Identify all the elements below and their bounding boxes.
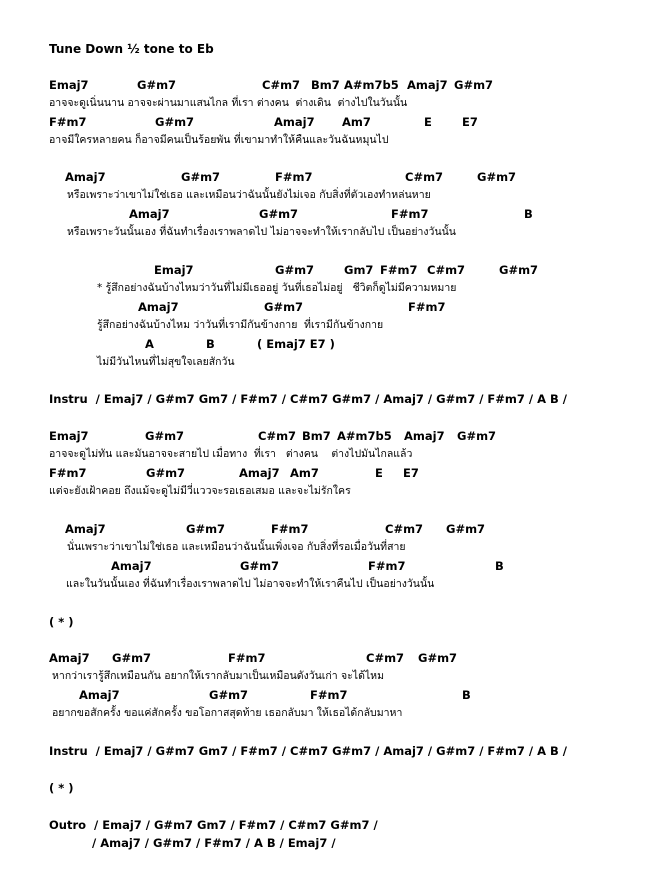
chord: F#m7	[310, 688, 348, 702]
chord: Amaj7	[111, 559, 152, 573]
chord: F#m7	[271, 522, 309, 536]
chord: E	[424, 115, 432, 129]
outro-line: / Amaj7 / G#m7 / F#m7 / A B / Emaj7 /	[92, 836, 336, 850]
chord: Am7	[342, 115, 371, 129]
chord: Amaj7	[274, 115, 315, 129]
chord: Am7	[290, 466, 319, 480]
chord: G#m7	[454, 78, 494, 92]
chord: Amaj7	[79, 688, 120, 702]
lyric-line: อาจมีใครหลายคน ก็อาจมีคนเป็นร้อยพัน ที่เขามาทำให้คืนและวันฉันหมุนไป	[49, 134, 389, 146]
chord: G#m7	[477, 170, 517, 184]
outro-line: Outro / Emaj7 / G#m7 Gm7 / F#m7 / C#m7 G#m7 /	[49, 818, 378, 832]
repeat-mark: ( * )	[49, 615, 74, 629]
lyric-line: หากว่าเรารู้สึกเหมือนกัน อยากให้เรากลับมาเป็นเหมือนดังวันเก่า จะได้ไหม	[52, 670, 385, 682]
chord: F#m7	[391, 207, 429, 221]
chord: Bm7	[302, 429, 331, 443]
chord: F#m7	[275, 170, 313, 184]
chord: G#m7	[137, 78, 177, 92]
chord: G#m7	[155, 115, 195, 129]
chord: C#m7	[262, 78, 301, 92]
chord: G#m7	[240, 559, 280, 573]
chord: F#m7	[380, 263, 418, 277]
chord: E7	[403, 466, 419, 480]
lyric-line: อยากขอสักครั้ง ขอแค่สักครั้ง ขอโอกาสสุดท้าย เธอกลับมา ให้เธอได้กลับมาหา	[52, 707, 403, 719]
chord: B	[206, 337, 215, 351]
chord: G#m7	[264, 300, 304, 314]
chord: Amaj7	[49, 651, 90, 665]
lyric-line: หรือเพราะวันนั้นเอง ที่ฉันทำเรื่องเราพลาดไป ไม่อาจจะทำให้เรากลับไป เป็นอย่างวันนั้น	[67, 226, 456, 238]
lyric-line: อาจจะดูเนิ่นนาน อาจจะผ่านมาแสนไกล ที่เรา ต่างคน ต่างเดิน ต่างไปในวันนั้น	[49, 97, 408, 109]
lyric-line: ไม่มีวันไหนที่ไม่สุขใจเลยสักวัน	[97, 356, 235, 368]
chord: Emaj7	[154, 263, 194, 277]
chord: C#m7	[427, 263, 466, 277]
chord: G#m7	[186, 522, 226, 536]
chord: C#m7	[385, 522, 424, 536]
chord: F#m7	[49, 115, 87, 129]
instrumental-line: Instru / Emaj7 / G#m7 Gm7 / F#m7 / C#m7 G#m7 / Amaj7 / G#m7 / F#m7 / A B /	[49, 392, 567, 406]
chord: Gm7	[344, 263, 374, 277]
chord: B	[462, 688, 471, 702]
chord: A#m7b5	[344, 78, 399, 92]
chord: G#m7	[457, 429, 497, 443]
lyric-line: หรือเพราะว่าเขาไม่ใช่เธอ และเหมือนว่าฉันนั้นยังไม่เจอ กับสิ่งที่ตัวเองทำหล่นหาย	[67, 189, 431, 201]
chord: A	[145, 337, 154, 351]
chord: G#m7	[259, 207, 299, 221]
instrumental-line: Instru / Emaj7 / G#m7 Gm7 / F#m7 / C#m7 G#m7 / Amaj7 / G#m7 / F#m7 / A B /	[49, 744, 567, 758]
chord: Amaj7	[65, 170, 106, 184]
chord: ( Emaj7 E7 )	[257, 337, 335, 351]
chord: G#m7	[499, 263, 539, 277]
chord: G#m7	[446, 522, 486, 536]
chord: G#m7	[112, 651, 152, 665]
chord: Emaj7	[49, 429, 89, 443]
chord: Amaj7	[138, 300, 179, 314]
chord: G#m7	[145, 429, 185, 443]
chord: Emaj7	[49, 78, 89, 92]
chord: E7	[462, 115, 478, 129]
lyric-line: * รู้สึกอย่างฉันบ้างไหมว่าวันที่ไม่มีเธออยู่ วันที่เธอไม่อยู่ ชีวิตก็ดูไม่มีความหมาย	[97, 282, 457, 294]
chord: G#m7	[209, 688, 249, 702]
chord: C#m7	[366, 651, 405, 665]
lyric-line: และในวันนั้นเอง ที่ฉันทำเรื่องเราพลาดไป ไม่อาจจะทำให้เราคืนไป เป็นอย่างวันนั้น	[66, 578, 435, 590]
chord: F#m7	[408, 300, 446, 314]
repeat-mark: ( * )	[49, 781, 74, 795]
chord: B	[495, 559, 504, 573]
chord: Amaj7	[65, 522, 106, 536]
sheet-title: Tune Down ½ tone to Eb	[49, 42, 214, 56]
lyric-line: อาจจะดูไม่ทัน และมันอาจจะสายไป เมื่อทาง ที่เรา ต่างคน ต่างไปมันไกลแล้ว	[49, 448, 413, 460]
lyric-line: นั่นเพราะว่าเขาไม่ใช่เธอ และเหมือนว่าฉันนั้นเพิ่งเจอ กับสิ่งที่รอเมื่อวันที่สาย	[67, 541, 406, 553]
chord: F#m7	[49, 466, 87, 480]
chord: Amaj7	[129, 207, 170, 221]
chord: Bm7	[311, 78, 340, 92]
chord: F#m7	[228, 651, 266, 665]
lyric-line: แต่จะยังเฝ้าคอย ถึงแม้จะดูไม่มีวี่แววจะรอเธอเสมอ และจะไม่รักใคร	[49, 485, 351, 497]
chord: E	[375, 466, 383, 480]
chord: F#m7	[368, 559, 406, 573]
chord: C#m7	[258, 429, 297, 443]
chord: G#m7	[418, 651, 458, 665]
chord: B	[524, 207, 533, 221]
chord: Amaj7	[239, 466, 280, 480]
chord: Amaj7	[404, 429, 445, 443]
chord: G#m7	[181, 170, 221, 184]
chord: A#m7b5	[337, 429, 392, 443]
chord: Amaj7	[407, 78, 448, 92]
chord: C#m7	[405, 170, 444, 184]
chord: G#m7	[146, 466, 186, 480]
chord: G#m7	[275, 263, 315, 277]
lyric-line: รู้สึกอย่างฉันบ้างไหม ว่าวันที่เรามีกันข้างกาย ที่เรามีกันข้างกาย	[97, 319, 384, 331]
